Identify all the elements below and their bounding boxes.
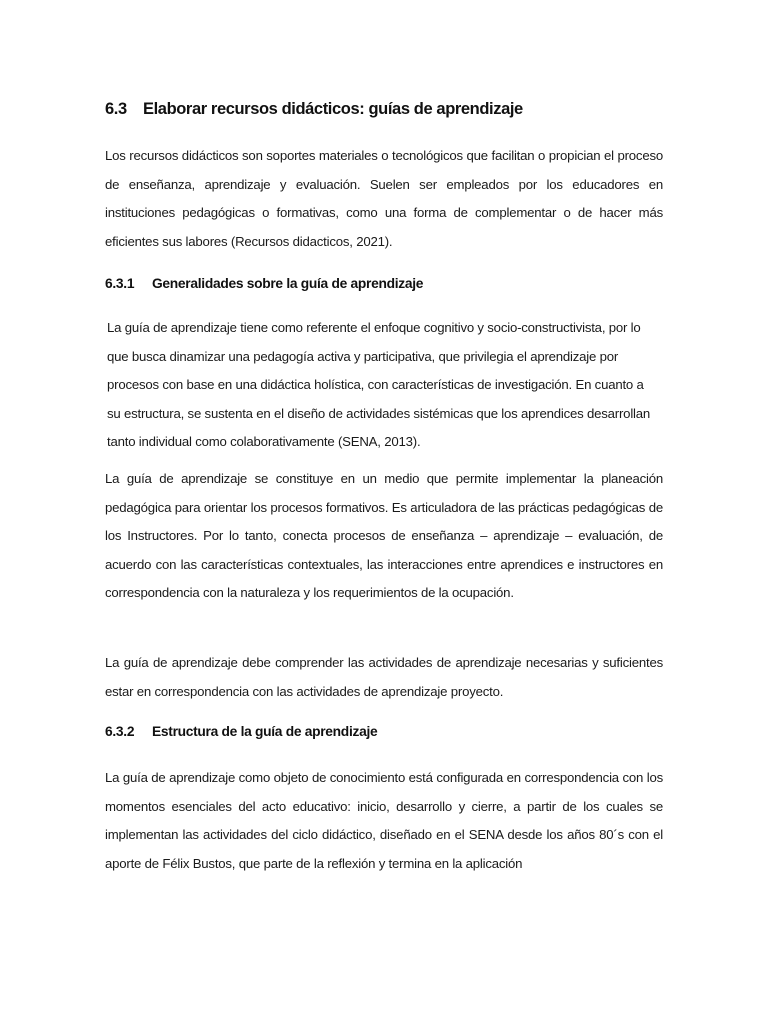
section-number: 6.3 [105, 100, 127, 118]
section-heading [105, 100, 523, 119]
section-intro-paragraph: Los recursos didácticos son soportes materiales o tecnológicos que facilitan o propician el proceso de enseñanza, aprendizaje y evaluación. Suelen ser empleados por los educadores en instituciones pedagógicas o formativas, como una forma de complementar o de hacer más eficientes sus labores (Recursos didacticos, 2021). [105, 148, 663, 249]
paragraph-enfoque: La guía de aprendizaje tiene como referente el enfoque cognitivo y socio-constructivista, por lo que busca dinamizar una pedagogía activa y participativa, que privilegia el aprendizaje por procesos con base en una didáctica holística, con características de investigación. En cuanto a su estructura, se sustenta en el diseño de actividades sistémicas que los aprendices desarrollan tanto individual como colaborativamente (SENA, 2013). [107, 320, 651, 450]
paragraph-planeacion: La guía de aprendizaje se constituye en un medio que permite implementar la planeación pedagógica para orientar los procesos formativos. Es articuladora de las prácticas pedagógicas de los Instructores. Por lo tanto, conecta procesos de enseñanza – aprendizaje – evaluación, de acuerdo con las características contextuales, las interacciones entre aprendices e instructores en correspondencia con la naturaleza y los requerimientos de la ocupación. [105, 471, 663, 601]
paragraph-actividades: La guía de aprendizaje debe comprender las actividades de aprendizaje necesarias y suficientes estar en correspondencia con las actividades de aprendizaje proyecto. [105, 655, 663, 699]
subsection-number: 6.3.2 [105, 724, 135, 739]
subsection-title: Generalidades sobre la guía de aprendizaje [152, 276, 424, 291]
subsection-heading-estructura [105, 724, 377, 739]
section-title: Elaborar recursos didácticos: guías de aprendizaje [143, 100, 523, 118]
paragraph-estructura: La guía de aprendizaje como objeto de conocimiento está configurada en correspondencia con los momentos esenciales del acto educativo: inicio, desarrollo y cierre, a partir de los cuales se implementan las actividades del ciclo didáctico, diseñado en el SENA desde los años 80´s con el aporte de Félix Bustos, que parte de la reflexión y termina en la aplicación [105, 770, 663, 871]
subsection-number: 6.3.1 [105, 276, 135, 291]
subsection-title: Estructura de la guía de aprendizaje [152, 724, 378, 739]
subsection-heading-generalidades [105, 276, 423, 291]
